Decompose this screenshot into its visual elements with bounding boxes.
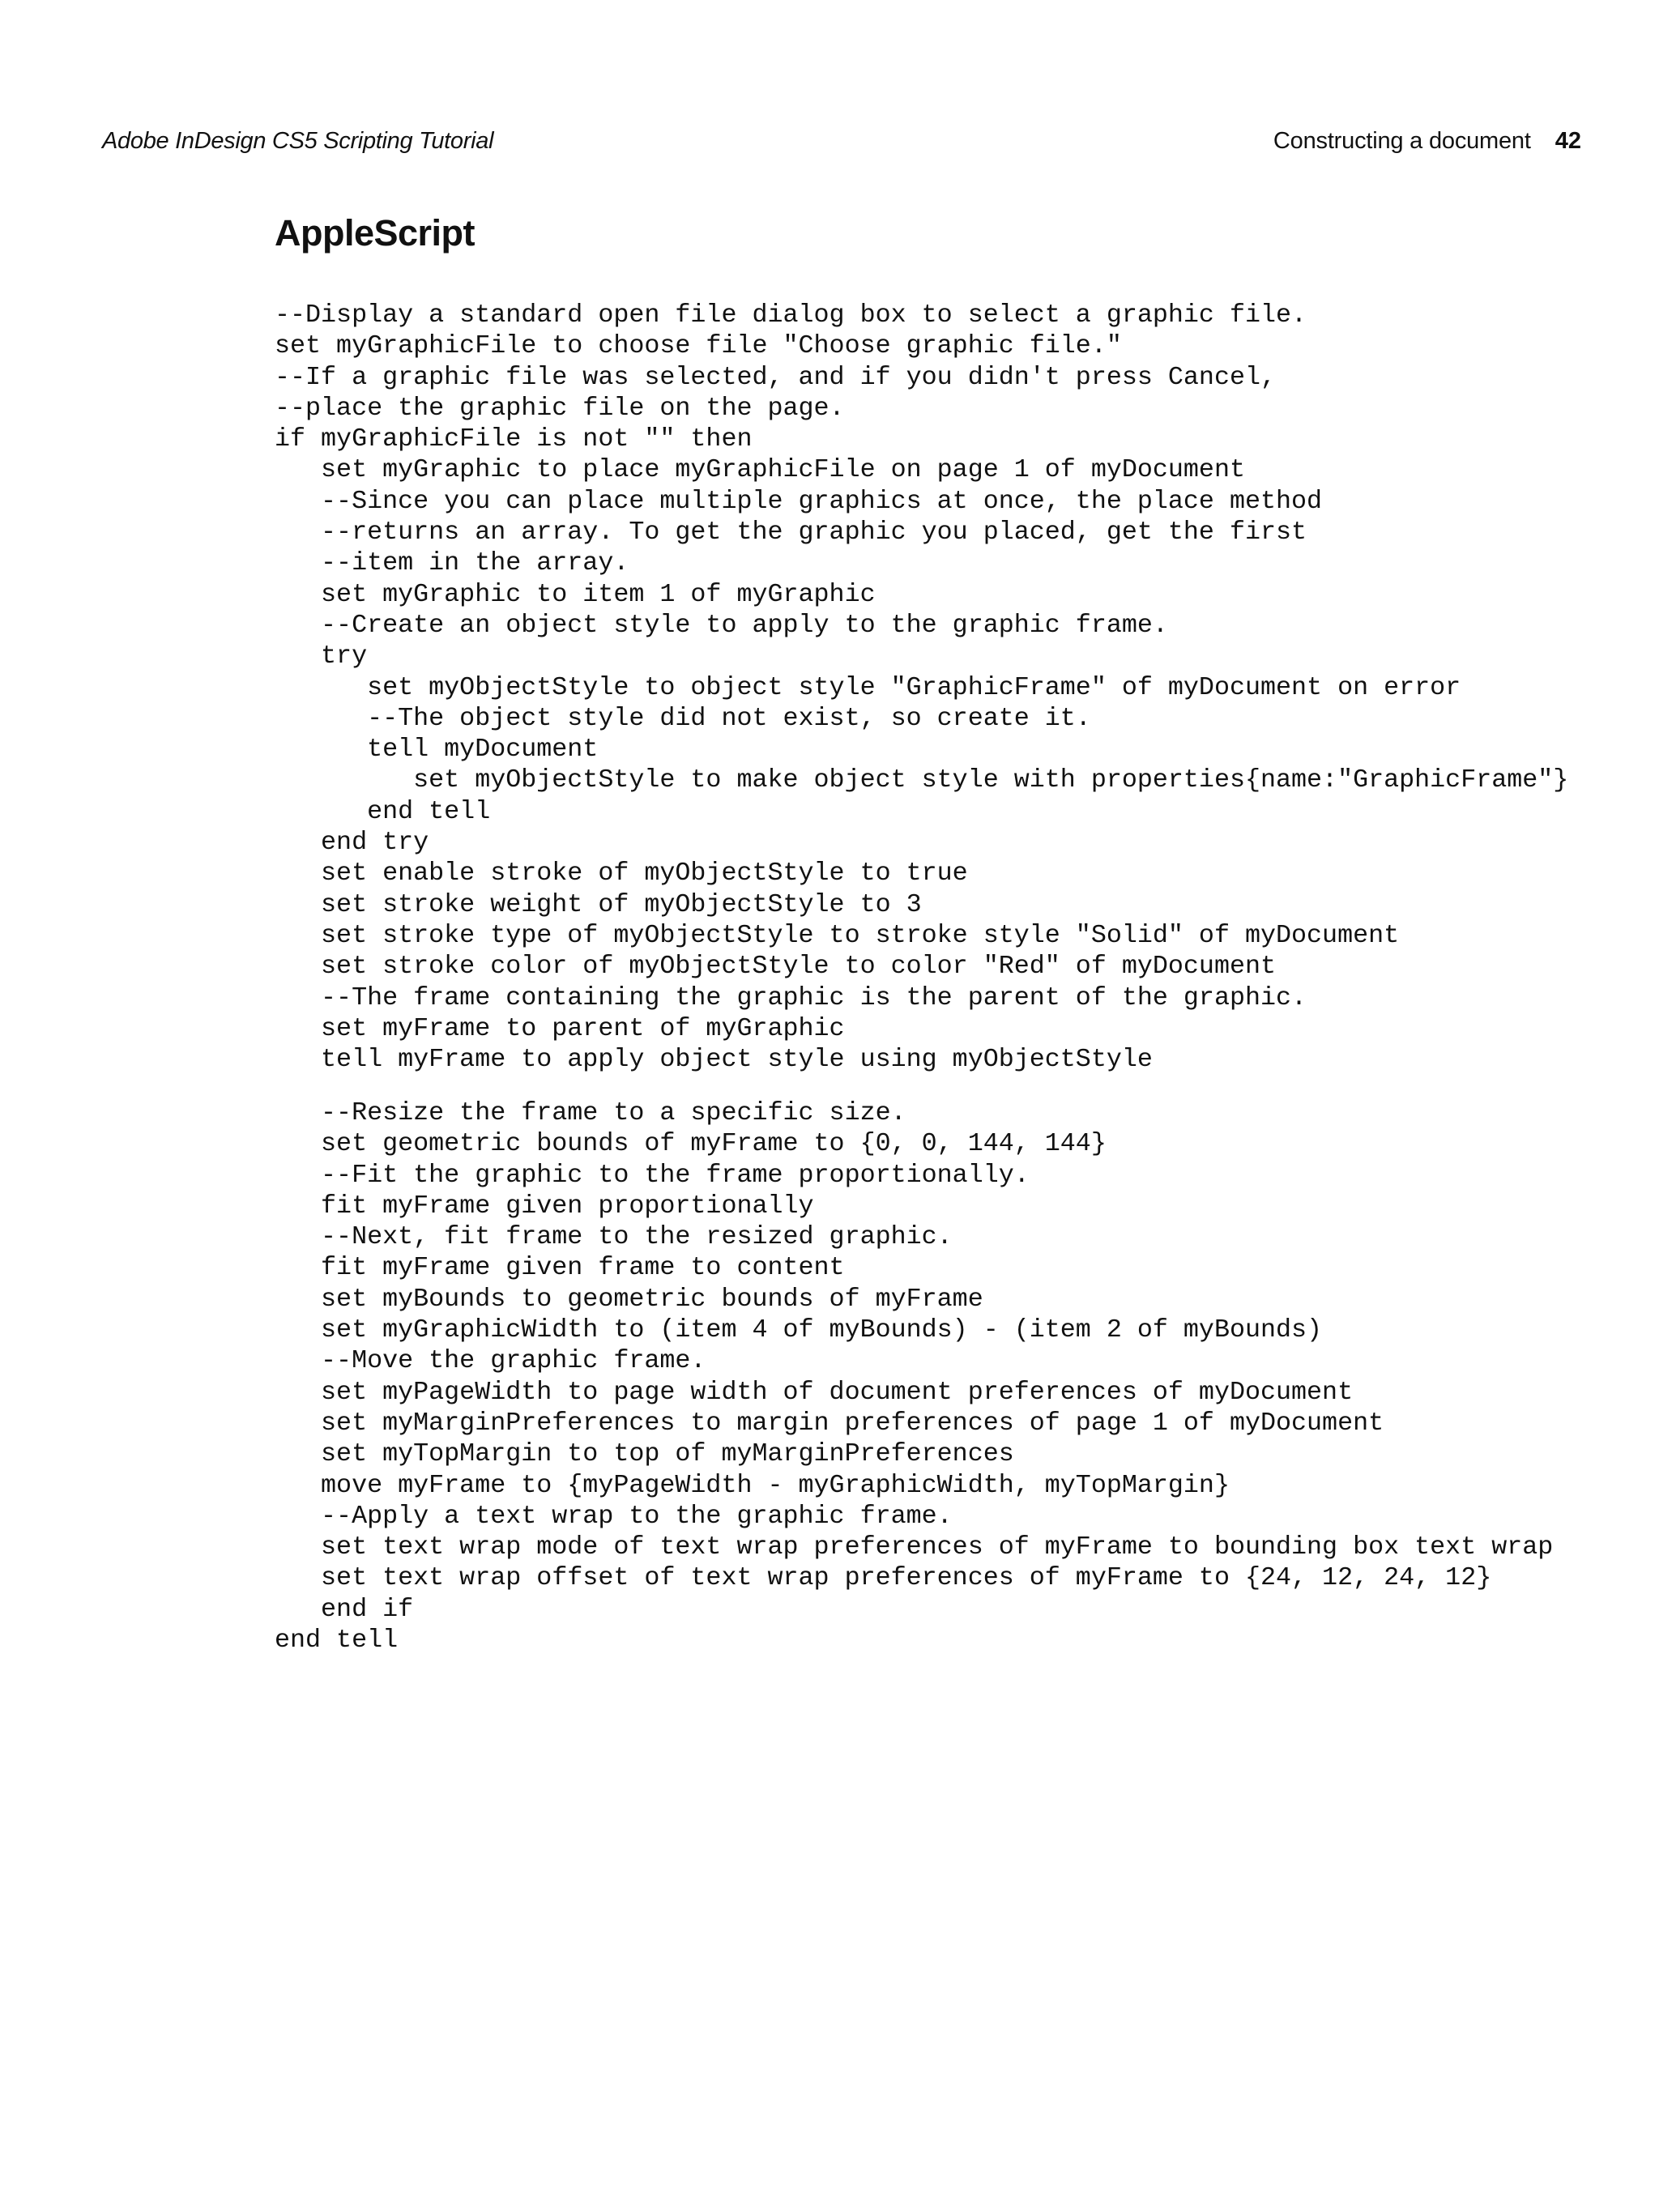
header-right bbox=[1273, 128, 1581, 155]
code-line: --The object style did not exist, so create it. bbox=[275, 703, 1091, 733]
code-line: tell myFrame to apply object style using myObjectStyle bbox=[275, 1045, 1153, 1075]
code-line: move myFrame to {myPageWidth - myGraphicWidth, myTopMargin} bbox=[275, 1470, 1230, 1500]
code-line: --If a graphic file was selected, and if you didn't press Cancel, bbox=[275, 362, 1277, 392]
code-line: set myPageWidth to page width of document preferences of myDocument bbox=[275, 1377, 1354, 1407]
code-line: --Apply a text wrap to the graphic frame. bbox=[275, 1501, 953, 1531]
code-line: end if bbox=[275, 1594, 414, 1624]
code-line: --Display a standard open file dialog box to select a graphic file. bbox=[275, 300, 1307, 330]
code-line: set myBounds to geometric bounds of myFrame bbox=[275, 1284, 983, 1314]
code-line: fit myFrame given frame to content bbox=[275, 1253, 845, 1283]
code-line: --Next, fit frame to the resized graphic. bbox=[275, 1222, 953, 1252]
code-line: --returns an array. To get the graphic you placed, get the first bbox=[275, 518, 1307, 548]
page-number: 42 bbox=[1555, 128, 1581, 154]
code-line: set stroke color of myObjectStyle to color "Red" of myDocument bbox=[275, 952, 1277, 982]
code-line: --Since you can place multiple graphics at once, the place method bbox=[275, 486, 1323, 516]
code-line: end try bbox=[275, 828, 429, 858]
code-line: --Create an object style to apply to the graphic frame. bbox=[275, 610, 1168, 640]
code-line: set myGraphicWidth to (item 4 of myBounds) - (item 2 of myBounds) bbox=[275, 1315, 1323, 1345]
code-line: set stroke weight of myObjectStyle to 3 bbox=[275, 889, 922, 919]
code-line: set myGraphicFile to choose file "Choose graphic file." bbox=[275, 331, 1122, 361]
code-line: set geometric bounds of myFrame to {0, 0, 144, 144} bbox=[275, 1129, 1107, 1159]
code-line: if myGraphicFile is not "" then bbox=[275, 424, 753, 454]
code-block bbox=[275, 300, 1568, 1075]
code-line: --Fit the graphic to the frame proportionally. bbox=[275, 1160, 1030, 1190]
code-line: end tell bbox=[275, 1626, 399, 1656]
code-line: set enable stroke of myObjectStyle to true bbox=[275, 859, 968, 889]
code-block bbox=[275, 1097, 1553, 1656]
code-line: set myGraphic to place myGraphicFile on page 1 of myDocument bbox=[275, 455, 1245, 485]
code-line: --item in the array. bbox=[275, 548, 629, 578]
code-line: --Move the graphic frame. bbox=[275, 1346, 706, 1376]
code-line: end tell bbox=[275, 796, 491, 826]
code-line: try bbox=[275, 641, 368, 671]
code-line: set myGraphic to item 1 of myGraphic bbox=[275, 579, 876, 609]
code-line: --place the graphic file on the page. bbox=[275, 393, 845, 423]
code-line: set myFrame to parent of myGraphic bbox=[275, 1013, 845, 1043]
code-line: tell myDocument bbox=[275, 735, 599, 765]
section-name: Constructing a document bbox=[1273, 128, 1531, 154]
code-line: set myTopMargin to top of myMarginPreferences bbox=[275, 1439, 1014, 1469]
document-title: Adobe InDesign CS5 Scripting Tutorial bbox=[102, 128, 494, 154]
code-line: set text wrap offset of text wrap preferences of myFrame to {24, 12, 24, 12} bbox=[275, 1563, 1492, 1593]
code-line: --Resize the frame to a specific size. bbox=[275, 1098, 906, 1127]
code-line: set myObjectStyle to object style "GraphicFrame" of myDocument on error bbox=[275, 672, 1461, 702]
code-line: fit myFrame given proportionally bbox=[275, 1191, 814, 1221]
running-header bbox=[102, 128, 1581, 160]
code-line: set myObjectStyle to make object style with properties{name:"GraphicFrame"} bbox=[275, 765, 1569, 795]
section-heading: AppleScript bbox=[275, 212, 476, 254]
code-line: set stroke type of myObjectStyle to stroke style "Solid" of myDocument bbox=[275, 920, 1400, 950]
code-line: --The frame containing the graphic is the parent of the graphic. bbox=[275, 982, 1307, 1012]
code-line: set myMarginPreferences to margin preferences of page 1 of myDocument bbox=[275, 1408, 1384, 1438]
code-line: set text wrap mode of text wrap preferences of myFrame to bounding box text wrap bbox=[275, 1532, 1554, 1562]
